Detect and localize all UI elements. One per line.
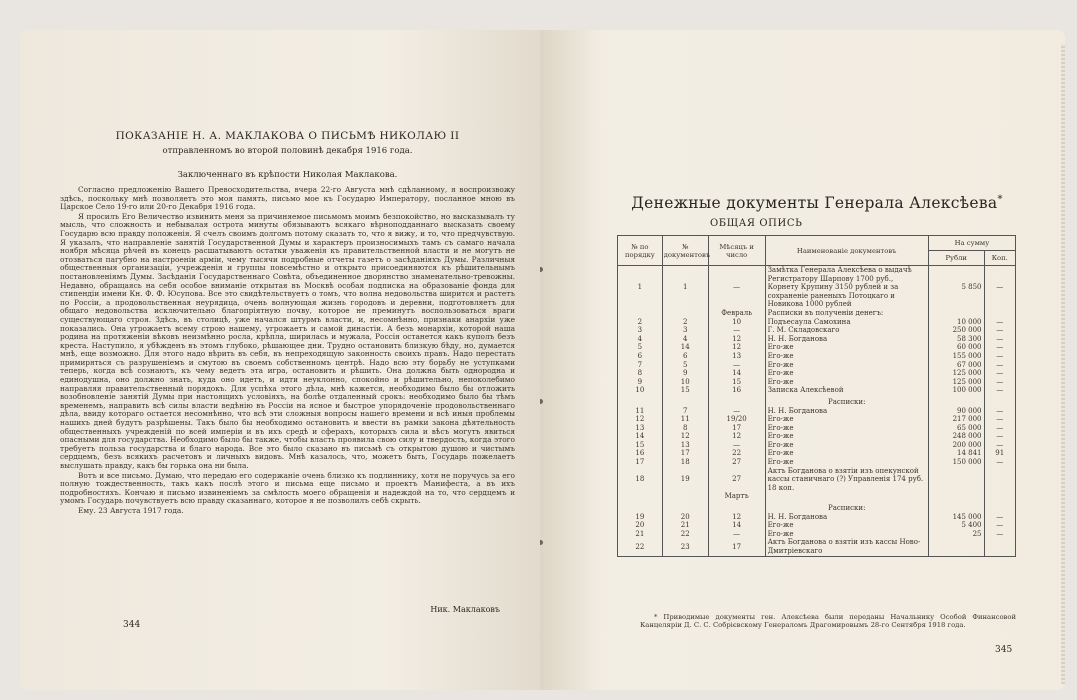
name-cell: Актъ Богданова о взятіи изъ кассы Ново-Дмитріевскаго — [765, 538, 928, 556]
name-cell: Его-же — [765, 424, 928, 433]
left-page — [20, 30, 540, 690]
rub-cell: 25 — [928, 530, 984, 539]
table-cell — [928, 395, 984, 407]
order-cell — [618, 309, 663, 318]
col-header-amount: На сумму — [928, 236, 1015, 251]
date-cell: 15 — [708, 378, 765, 387]
date-cell: Февраль — [708, 309, 765, 318]
rub-cell: 100 000 — [928, 386, 984, 395]
doc-cell: 10 — [662, 378, 708, 387]
page-edges — [1061, 44, 1065, 684]
inventory-rows — [618, 266, 1016, 557]
kop-cell: — — [984, 361, 1015, 370]
table-section-row — [618, 501, 1016, 513]
rub-cell: 248 000 — [928, 432, 984, 441]
table-section-row — [618, 395, 1016, 407]
order-cell: 21 — [618, 530, 663, 539]
kop-cell: — — [984, 266, 1015, 309]
section-label: Расписки: — [765, 395, 928, 407]
table-row — [618, 467, 1016, 493]
order-cell: 7 — [618, 361, 663, 370]
table-cell — [984, 395, 1015, 407]
date-cell: 10 — [708, 318, 765, 327]
rub-cell — [928, 492, 984, 501]
inventory-title — [612, 194, 1022, 212]
testimony-title: ПОКАЗАНІЕ Н. А. МАКЛАКОВА О ПИСЬМѢ НИКОЛАЮ II — [115, 130, 460, 142]
table-row — [618, 407, 1016, 416]
name-cell: Расписки въ полученіи денегъ: — [765, 309, 928, 318]
name-cell: Его-же — [765, 343, 928, 352]
name-cell: Замѣтка Генерала Алексѣева о выдачѣ Регистратору Шарпову 1700 руб., Корнету Крупину 3150 рублей и за сохраненіе раненыхъ Потоцкаго и Новикова 1000 рублей — [765, 266, 928, 309]
date-cell: 12 — [708, 432, 765, 441]
doc-cell — [662, 309, 708, 318]
date-cell: 12 — [708, 343, 765, 352]
table-row — [618, 318, 1016, 327]
kop-cell: — — [984, 424, 1015, 433]
doc-cell: 6 — [662, 352, 708, 361]
date-cell: 12 — [708, 513, 765, 522]
date-cell: — — [708, 441, 765, 450]
kop-cell: — — [984, 335, 1015, 344]
order-cell: 16 — [618, 449, 663, 458]
order-cell: 15 — [618, 441, 663, 450]
order-cell: 2 — [618, 318, 663, 327]
date-cell: 14 — [708, 521, 765, 530]
order-cell: 1 — [618, 266, 663, 309]
name-cell: Его-же — [765, 441, 928, 450]
doc-cell: 17 — [662, 449, 708, 458]
kop-cell — [984, 309, 1015, 318]
doc-cell: 22 — [662, 530, 708, 539]
rub-cell: 5 400 — [928, 521, 984, 530]
table-row — [618, 361, 1016, 370]
col-header-rub: Рубли — [928, 251, 984, 266]
rub-cell: 125 000 — [928, 369, 984, 378]
kop-cell: — — [984, 352, 1015, 361]
name-cell: Его-же — [765, 361, 928, 370]
order-cell: 17 — [618, 458, 663, 467]
binding-hole — [540, 267, 543, 272]
date-cell: 14 — [708, 369, 765, 378]
rub-cell — [928, 538, 984, 556]
inventory-subtitle: ОБЩАЯ ОПИСЬ — [710, 218, 803, 229]
inventory-title-text: Денежные документы Генерала Алексѣева — [631, 194, 998, 213]
name-cell: Его-же — [765, 352, 928, 361]
order-cell: 13 — [618, 424, 663, 433]
table-row — [618, 386, 1016, 395]
rub-cell: 217 000 — [928, 415, 984, 424]
rub-cell: 14 841 — [928, 449, 984, 458]
rub-cell: 65 000 — [928, 424, 984, 433]
name-cell: Н. Н. Богданова — [765, 407, 928, 416]
name-cell: Подъесаула Самохина — [765, 318, 928, 327]
closing-line: Ему. 23 Августа 1917 года. — [78, 505, 184, 515]
date-cell: — — [708, 266, 765, 309]
kop-cell: — — [984, 415, 1015, 424]
table-row — [618, 352, 1016, 361]
col-header-date: Мѣсяцъ и число — [708, 236, 765, 266]
table-cell — [984, 501, 1015, 513]
rub-cell: 150 000 — [928, 458, 984, 467]
doc-cell: 11 — [662, 415, 708, 424]
order-cell: 22 — [618, 538, 663, 556]
paragraph: Вотъ и все письмо. Думаю, что передаю его содержаніе очень близко къ подлиннику, хотя не поручусь за его полную тождественность, такъ какъ послѣ этого и письма еще письмо и проектъ Манифеста, а въ ихъ подробностяхъ. Кончаю я письмо извиненіемъ за смѣлость моего обращенія и надеждой на то, что сердцемъ и умомъ Государь почувствуетъ всю правду сказаннаго, которое я не позволилъ себѣ скрыть. — [60, 470, 515, 506]
table-row — [618, 378, 1016, 387]
page-number-right: 345 — [995, 645, 1013, 655]
kop-cell: — — [984, 318, 1015, 327]
table-row — [618, 432, 1016, 441]
rub-cell: 145 000 — [928, 513, 984, 522]
table-cell — [928, 501, 984, 513]
order-cell: 4 — [618, 335, 663, 344]
doc-cell: 9 — [662, 369, 708, 378]
page-number-left: 344 — [123, 620, 141, 630]
doc-cell — [662, 492, 708, 501]
doc-cell: 18 — [662, 458, 708, 467]
date-cell: 19/20 — [708, 415, 765, 424]
order-cell: 18 — [618, 467, 663, 493]
name-cell: Его-же — [765, 432, 928, 441]
doc-cell: 20 — [662, 513, 708, 522]
col-header-order: № по порядку — [618, 236, 663, 266]
table-row — [618, 309, 1016, 318]
name-cell: Н. Н. Богданова — [765, 335, 928, 344]
doc-cell: 19 — [662, 467, 708, 493]
table-cell — [708, 395, 765, 407]
rub-cell: 67 000 — [928, 361, 984, 370]
date-cell: 16 — [708, 386, 765, 395]
order-cell: 5 — [618, 343, 663, 352]
col-header-kop: Коп. — [984, 251, 1015, 266]
name-cell: Н. Н. Богданова — [765, 513, 928, 522]
order-cell: 11 — [618, 407, 663, 416]
kop-cell: — — [984, 378, 1015, 387]
order-cell: 8 — [618, 369, 663, 378]
table-row — [618, 343, 1016, 352]
date-cell: — — [708, 407, 765, 416]
table-row — [618, 521, 1016, 530]
name-cell: Г. М. Складовскаго — [765, 326, 928, 335]
date-cell: 12 — [708, 335, 765, 344]
paragraph: Согласно предложенію Вашего Превосходительства, вчера 22-го Августа мнѣ сдѣланному, я воспроизвожу здѣсь, поскольку мнѣ позволяетъ это моя память, письмо мое къ Государю Императору, посланное мною въ Царское Село 19-го или 20-го Декабря 1916 года. — [60, 186, 515, 212]
doc-cell: 1 — [662, 266, 708, 309]
table-row — [618, 492, 1016, 501]
doc-cell: 7 — [662, 407, 708, 416]
table-row — [618, 335, 1016, 344]
doc-cell: 15 — [662, 386, 708, 395]
col-header-doc: № документовъ — [662, 236, 708, 266]
kop-cell: — — [984, 386, 1015, 395]
testimony-subtitle: отправленномъ во второй половинѣ декабря 1916 года. — [162, 146, 413, 156]
right-page — [540, 30, 1065, 690]
date-cell: — — [708, 326, 765, 335]
table-cell — [708, 501, 765, 513]
table-cell — [618, 501, 663, 513]
doc-cell: 12 — [662, 432, 708, 441]
table-row — [618, 513, 1016, 522]
signature: Ник. Маклаковъ — [430, 605, 500, 614]
table-row — [618, 326, 1016, 335]
date-cell: 27 — [708, 458, 765, 467]
table-row — [618, 449, 1016, 458]
footnote: * Приводимые документы ген. Алексѣева были переданы Начальнику Особой Финансовой Канцеляріи Д. С. С. Собрієвскому Генераломъ Драгомировымъ 28-го Сентября 1918 года. — [640, 613, 1016, 629]
date-cell: 17 — [708, 538, 765, 556]
kop-cell: — — [984, 432, 1015, 441]
rub-cell — [928, 309, 984, 318]
name-cell: Его-же — [765, 415, 928, 424]
kop-cell: — — [984, 407, 1015, 416]
doc-cell: 14 — [662, 343, 708, 352]
rub-cell: 5 850 — [928, 266, 984, 309]
rub-cell: 200 000 — [928, 441, 984, 450]
inventory-table — [617, 235, 1016, 557]
order-cell: 19 — [618, 513, 663, 522]
doc-cell: 8 — [662, 424, 708, 433]
order-cell — [618, 492, 663, 501]
table-cell — [662, 501, 708, 513]
date-cell: Мартъ — [708, 492, 765, 501]
kop-cell: — — [984, 530, 1015, 539]
kop-cell — [984, 492, 1015, 501]
date-cell: 22 — [708, 449, 765, 458]
kop-cell: — — [984, 458, 1015, 467]
date-cell: — — [708, 361, 765, 370]
table-row — [618, 441, 1016, 450]
rub-cell: 155 000 — [928, 352, 984, 361]
binding-hole — [540, 399, 543, 404]
table-row — [618, 415, 1016, 424]
kop-cell: — — [984, 521, 1015, 530]
name-cell: Его-же — [765, 530, 928, 539]
table-row — [618, 530, 1016, 539]
name-cell — [765, 492, 928, 501]
name-cell: Его-же — [765, 378, 928, 387]
rub-cell: 90 000 — [928, 407, 984, 416]
rub-cell: 250 000 — [928, 326, 984, 335]
kop-cell: — — [984, 343, 1015, 352]
author-note: Заключеннаго въ крѣпости Николая Маклакова. — [177, 170, 398, 180]
binding-hole — [540, 540, 543, 545]
doc-cell: 13 — [662, 441, 708, 450]
kop-cell — [984, 538, 1015, 556]
kop-cell — [984, 467, 1015, 493]
section-label: Расписки: — [765, 501, 928, 513]
date-cell: 17 — [708, 424, 765, 433]
name-cell: Его-же — [765, 369, 928, 378]
col-header-name: Наименованіе документовъ — [765, 236, 928, 266]
name-cell: Записка Алексѣевой — [765, 386, 928, 395]
doc-cell: 21 — [662, 521, 708, 530]
order-cell: 20 — [618, 521, 663, 530]
open-book — [20, 30, 1070, 690]
name-cell: Его-же — [765, 521, 928, 530]
kop-cell: — — [984, 513, 1015, 522]
rub-cell — [928, 467, 984, 493]
footnote-mark: * — [997, 194, 1003, 205]
doc-cell: 2 — [662, 318, 708, 327]
order-cell: 14 — [618, 432, 663, 441]
kop-cell: — — [984, 441, 1015, 450]
table-cell — [662, 395, 708, 407]
table-row — [618, 538, 1016, 556]
name-cell: Его-же — [765, 458, 928, 467]
order-cell: 3 — [618, 326, 663, 335]
order-cell: 6 — [618, 352, 663, 361]
table-row — [618, 458, 1016, 467]
doc-cell: 5 — [662, 361, 708, 370]
letter-body — [60, 186, 515, 602]
table-row — [618, 424, 1016, 433]
rub-cell: 58 300 — [928, 335, 984, 344]
table-row — [618, 369, 1016, 378]
doc-cell: 23 — [662, 538, 708, 556]
order-cell: 9 — [618, 378, 663, 387]
order-cell: 10 — [618, 386, 663, 395]
name-cell: Актъ Богданова о взятіи изъ опекунской кассы станичнаго (?) Управленія 174 руб. 18 коп. — [765, 467, 928, 493]
date-cell: 27 — [708, 467, 765, 493]
table-row — [618, 266, 1016, 309]
doc-cell: 3 — [662, 326, 708, 335]
kop-cell: — — [984, 326, 1015, 335]
doc-cell: 4 — [662, 335, 708, 344]
rub-cell: 125 000 — [928, 378, 984, 387]
table-cell — [618, 395, 663, 407]
paragraph: Я просилъ Его Величество извинить меня за причиняемое письмомъ моимъ безпокойство, но высказывалъ ту мысль, что сложность и небывалая острота минуты обязываютъ всякаго вѣрноподданнаго высказать своему Государю всю правду положенія. Я счелъ своимъ долгомъ потому сказать то, что я вижу, и то, что предчувствую. Я указалъ, что направленіе занятій Государственной Думы и характеръ произносимыхъ тамъ съ самаго начала ноября мѣсяца рѣчей въ конецъ расшатываютъ остатки уваженія къ правительственной власти и не могутъ не отозваться пагубно на настроеніи арміи, чему тысячи подробные отчеты газетъ о засѣданіяхъ Думы. Различныя общественныя организаціи, учрежденія и группы повсемѣстно и открыто присоединяются къ рѣшительнымъ постановленіямъ Думы. Засѣданія Государственнаго Совѣта, объединенное дворянство знаменательно-тревожны. Недавно, обращаясь на себя особое вниманіе открытая въ Москвѣ особая подписка на образованіе фонда для стипендіи имени Кн. Ф. Ф. Юсупова. Все это свидѣтельствуетъ о томъ, что волна недовольства ширится и растетъ по Россіи, а продовольственная неурядица, очень волнующая жизнь городовъ и деревни, подготовляетъ для общаго недовольства исключительно благопріятную почву, которое не преминутъ воспользоваться враги существующаго строя. Здѣсь, въ столицѣ, уже начался штурмъ власти, и, несомнѣнно, признаки анархіи уже показались. Она угрожаетъ всему строю нашему, угрожаетъ и самой династіи. А безъ монархіи, которой наша родина на протяженіи вѣковъ неизмѣнно росла, крѣпла, ширилась и мужала, Россія останется какъ куполъ безъ креста. Наступило, я убѣжденъ въ этомъ глубоко, рѣшающее дни. Трудно остановить близкую бѣду, но, думается мнѣ, еще возможно. Для этого надо вѣрить въ себя, въ непреходящую законность своихъ правъ. Надо перестать примиряться съ разрушеніемъ и смутою въ своемъ собственномъ центрѣ. Надо всю эту борьбу не уступками теперь, когда всѣ сознаютъ, къ чему ведетъ эта игра, остановить и рѣшить. Она должна быть однородна и единодушна, оно должно знать, куда оно идетъ, и идти неуклонно, спокойно и рѣшительно, непоколебимо направляя правительственный порядокъ. Для успѣха этого дѣла, мнѣ кажется, необходимо было бы отложить возобновленіе занятій Думы при настоящихъ условіяхъ, на болѣе отдаленный срокъ: необходимо было бы тѣмъ временемъ, направить всѣ силы власти ведѣнію въ Россіи на ясное и быстрое упорядоченіе продовольственнаго дѣла, ввиду котораго остается несомнѣнно, что всѣ эти сложныя вопросы нашего времени и всѣ иныя проблемы нашихъ дней будутъ разрѣшены. Такъ было бы необходимо остановить и ввести въ рамки закона дѣятельность общественныхъ учрежденій по всей имперіи и въ ихъ средѣ и сферахъ, которыхъ сила и вѣсъ могутъ явиться опасными для государства. Необходимо было бы также, чтобы власть проявила свою силу и твердость, когда этого требуетъ польза государства и благо народа. Все это было сказано въ письмѣ съ открытою душою и чистымъ сердцемъ, безъ всякихъ расчетовъ и личныхъ видовъ. Мнѣ казалось, что, можетъ быть, Государь пожелаетъ выслушать правду, какъ бы горька она ни была. — [60, 211, 515, 470]
order-cell: 12 — [618, 415, 663, 424]
date-cell: — — [708, 530, 765, 539]
kop-cell: — — [984, 369, 1015, 378]
kop-cell: 91 — [984, 449, 1015, 458]
rub-cell: 60 000 — [928, 343, 984, 352]
rub-cell: 10 000 — [928, 318, 984, 327]
date-cell: 13 — [708, 352, 765, 361]
name-cell: Его-же — [765, 449, 928, 458]
